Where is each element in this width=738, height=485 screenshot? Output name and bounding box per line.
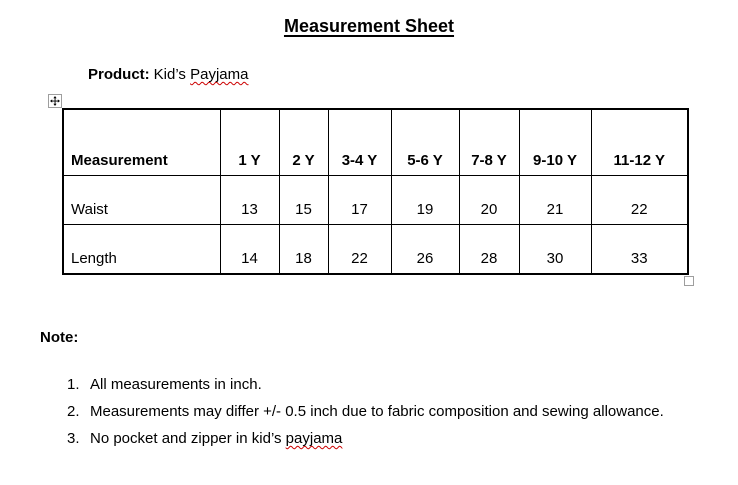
note-item-2-text: Measurements may differ +/- 0.5 inch due to fabric composition and sewing allowance. [90, 403, 664, 420]
page-title: Measurement Sheet [283, 16, 455, 36]
product-value-prefix: Kid’s [153, 66, 191, 83]
column-header-1y: 1 Y [220, 109, 279, 175]
waist-9-10y: 21 [519, 175, 591, 224]
table-header-row [63, 109, 688, 175]
product-label: Product: [88, 66, 150, 83]
column-header-3-4y: 3-4 Y [328, 109, 391, 175]
waist-1y: 13 [220, 175, 279, 224]
column-header-measurement: Measurement [63, 109, 220, 175]
waist-11-12y: 22 [591, 175, 688, 224]
note-item-2 [67, 398, 727, 425]
note-item-2-number: 2. [67, 403, 80, 420]
table-resize-handle[interactable] [684, 276, 694, 286]
table-move-handle[interactable] [48, 94, 62, 108]
length-5-6y: 26 [391, 224, 459, 274]
measurement-table [62, 108, 689, 275]
column-header-5-6y: 5-6 Y [391, 109, 459, 175]
length-3-4y: 22 [328, 224, 391, 274]
column-header-7-8y: 7-8 Y [459, 109, 519, 175]
note-item-1-text: All measurements in inch. [90, 376, 262, 393]
length-7-8y: 28 [459, 224, 519, 274]
row-label-waist: Waist [63, 175, 220, 224]
length-11-12y: 33 [591, 224, 688, 274]
product-value-misspelled: Payjama [190, 66, 249, 83]
column-header-11-12y: 11-12 Y [591, 109, 688, 175]
note-item-3-number: 3. [67, 430, 80, 447]
note-item-3 [67, 425, 727, 452]
note-heading: Note: [40, 329, 79, 346]
waist-3-4y: 17 [328, 175, 391, 224]
note-item-3-misspelled: payjama [285, 430, 343, 447]
note-list [67, 371, 727, 452]
product-value [154, 66, 249, 83]
length-9-10y: 30 [519, 224, 591, 274]
waist-7-8y: 20 [459, 175, 519, 224]
length-2y: 18 [279, 224, 328, 274]
table-row-waist [63, 175, 688, 224]
column-header-9-10y: 9-10 Y [519, 109, 591, 175]
length-1y: 14 [220, 224, 279, 274]
waist-2y: 15 [279, 175, 328, 224]
product-line [88, 66, 248, 83]
table-row-length [63, 224, 688, 274]
note-item-1-number: 1. [67, 376, 80, 393]
note-item-1 [67, 371, 727, 398]
waist-5-6y: 19 [391, 175, 459, 224]
move-cross-icon [50, 96, 60, 106]
column-header-2y: 2 Y [279, 109, 328, 175]
row-label-length: Length [63, 224, 220, 274]
note-item-3-text: No pocket and zipper in kid’s [90, 430, 286, 447]
